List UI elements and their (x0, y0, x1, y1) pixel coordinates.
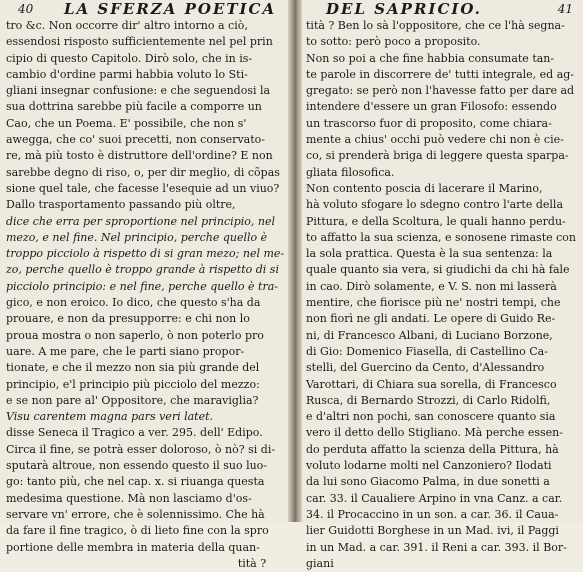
text-line: essendosi risposto sufficientemente nel pel prin (6, 35, 273, 49)
text-line: Non contento poscia di lacerare il Marino, (306, 181, 543, 195)
text-line: do perduta affatto la scienza della Pittura, hà (306, 442, 559, 456)
text-line: da fare il fine tragico, ò di lieto fine con la spro (6, 524, 269, 538)
text-line: di Gio: Domenico Fiasella, di Castellino Ca- (306, 344, 548, 358)
text-line: gliani insegnar confusione: e che seguendosi la (6, 84, 271, 98)
text-line: da lui sono Giacomo Palma, in due sonetti a (306, 475, 550, 489)
text-line: Dallo trasportamento passando più oltre, (6, 198, 236, 212)
text-line: awegga, che co' suoi precetti, non conservato- (6, 133, 265, 147)
text-line: gico, e non eroico. Io dico, che questo s'ha da (6, 296, 261, 310)
text-line: Cao, che un Poema. E' possibile, che non s' (6, 116, 247, 130)
text-line: ni, di Francesco Albani, di Luciano Borzone, (306, 328, 553, 342)
text-line: vero il detto dello Stigliano. Mà perche essen- (306, 426, 563, 440)
right-running-head: DEL SAPRICIO. (326, 0, 482, 18)
text-line: proua mostra o non saperlo, ò non poterlo pro (6, 328, 264, 342)
text-line: in un Mad. a car. 391. il Reni a car. 393. il Bor- (306, 540, 567, 554)
text-line: picciolo principio: e nel fine, perche quello è tra- (6, 279, 278, 293)
text-line: sarebbe degno di riso, o, per dir meglio, di cõpas (6, 165, 280, 179)
text-line: Visu carentem magna pars veri latet. (6, 410, 214, 424)
text-line: non fiorì ne gli andati. Le opere di Guido Re- (306, 312, 556, 326)
text-line: e se non pare al' Oppositore, che maraviglia? (6, 393, 259, 407)
text-line: prouare, e non da presupporre: e chi non lo (6, 312, 250, 326)
text-line: quale quanto sia vera, si giudichi da chi hà fale (306, 263, 570, 277)
text-line: cipio di questo Capitolo. Dirò solo, che in is- (6, 51, 253, 65)
text-line: to sotto: però poco a proposito. (306, 35, 481, 49)
text-line: gregato: se però non l'havesse fatto per dare ad (306, 84, 575, 98)
text-line: cambio d'ordine parmi habbia voluto lo Sti- (6, 67, 248, 81)
text-line: disse Seneca il Tragico a ver. 295. dell' Edipo. (6, 426, 263, 440)
text-line: Non so poi a che fine habbia consumate tan- (306, 51, 555, 65)
right-page-number: 41 (557, 2, 573, 16)
text-line: mentire, che fiorisce più ne' nostri tempi, che (306, 296, 561, 310)
text-line: un trascorso fuor di proposito, come chiara- (306, 116, 552, 130)
text-line: Circa il fine, se potrà esser doloroso, ò nò? si di- (6, 442, 276, 456)
text-line: sione quel tale, che facesse l'esequie ad un viuo? (6, 181, 280, 195)
text-line: hà voluto sfogare lo sdegno contro l'arte della (306, 198, 563, 212)
text-line: dice che erra per sproportione nel principio, nel (6, 214, 275, 228)
text-line: go: tanto più, che nel cap. x. si riuanga questa (6, 475, 265, 489)
text-line: troppo picciolo à rispetto di si gran mezo; nel me- (6, 247, 285, 261)
text-line: mezo, e nel fine. Nel principio, perche quello è (6, 230, 268, 244)
text-line: uare. A me pare, che le parti siano propor- (6, 344, 245, 358)
right-page (302, 0, 583, 570)
text-line: to affatto la sua scienza, e sonosene rimaste con (306, 230, 576, 244)
text-line: in cao. Dirò solamente, e V. S. non mi lasserà (306, 279, 557, 293)
text-line: re, mà più tosto è distruttore dell'ordine? E non (6, 149, 273, 163)
left-page-number: 40 (18, 2, 34, 16)
catchword: tità ? (237, 556, 267, 570)
text-line: gliata filosofica. (306, 165, 395, 179)
text-line: e d'altri non pochi, san conoscere quanto sia (306, 410, 556, 424)
text-line: voluto lodarne molti nel Canzoniero? Ilodati (306, 459, 552, 473)
text-line: Pittura, e della Scoltura, le quali hanno perdu- (306, 214, 566, 228)
left-running-head: LA SFERZA POETICA (64, 0, 277, 18)
text-line: la sola prattica. Questa è la sua sentenza: la (306, 247, 553, 261)
text-line: co, si prenderà briga di leggere questa sparpa- (306, 149, 569, 163)
text-line: tità ? Ben lo sà l'oppositore, che ce l'hà segna- (306, 19, 565, 32)
text-line: car. 33. il Caualiere Arpino in vna Canz. a car. (306, 491, 563, 505)
right-page-text (306, 18, 576, 572)
text-line: Rusca, di Bernardo Strozzi, di Carlo Ridolfi, (306, 393, 551, 407)
text-line: medesima questione. Mà non lasciamo d'os- (6, 491, 252, 505)
text-line: Varottari, di Chiara sua sorella, di Francesco (306, 377, 557, 391)
text-line: portione delle membra in materia della quan- (6, 540, 260, 554)
text-line: sua dottrina sarebbe più facile a comporre un (6, 100, 262, 114)
right-page-header (302, 0, 583, 18)
left-page-text (6, 18, 284, 572)
left-page (0, 0, 288, 570)
text-line: giani (306, 556, 334, 570)
text-line: sputarà altroue, non essendo questo il suo luo- (6, 459, 268, 473)
text-line: servare vn' errore, che è solennissimo. Che hà (6, 507, 265, 521)
text-line: mente a chius' occhi può vedere chi non è cie- (306, 133, 564, 147)
text-line: 34. il Procaccino in un son. a car. 36. il Caua- (306, 507, 559, 521)
text-line: intendere d'essere un gran Filosofo: essendo (306, 100, 557, 114)
text-line: lier Guidotti Borghese in un Mad. ivi, il Paggi (306, 524, 559, 538)
text-line: stelli, del Guercino da Cento, d'Alessandro (306, 361, 545, 375)
text-line: tro &c. Non occorre dir' altro intorno a ciò, (6, 19, 248, 32)
text-line: zo, perche quello è troppo grande à rispetto di si (6, 263, 279, 277)
book-gutter (288, 0, 302, 522)
text-line: te parole in discorrere de' tutti integrale, ed ag- (306, 67, 575, 81)
text-line: tionate, e che il mezzo non sia più grande del (6, 361, 260, 375)
left-page-header (0, 0, 288, 18)
text-line: principio, e'l principio più picciolo del mezzo: (6, 377, 260, 391)
